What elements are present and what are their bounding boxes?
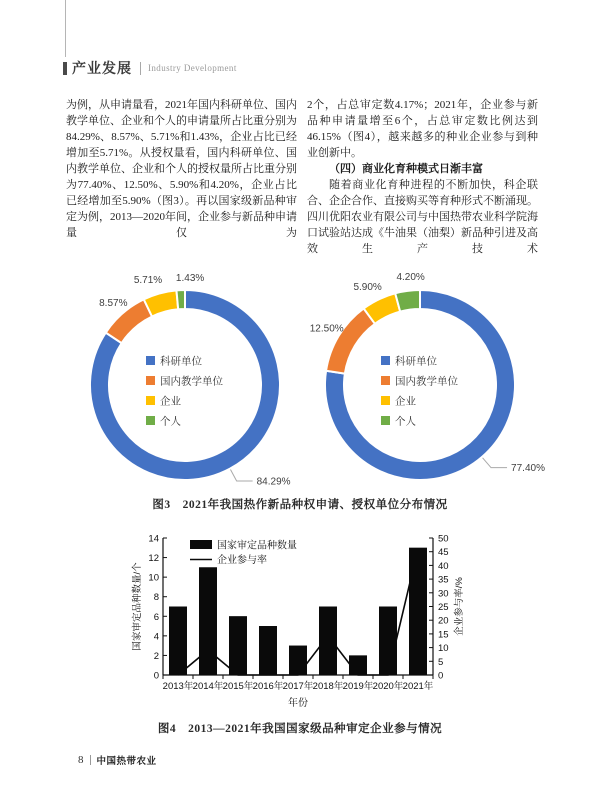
footer-divider — [90, 755, 91, 765]
legend-swatch-个人 — [381, 416, 390, 425]
journal-name: 中国热带农业 — [96, 756, 157, 767]
donut-label-8.57%: 8.57% — [99, 297, 128, 309]
right-tick-40: 40 — [438, 560, 449, 572]
left-tick-0: 0 — [153, 670, 159, 682]
header-marker-bar — [63, 62, 67, 75]
x-tick-2021年: 2021年 — [402, 681, 434, 692]
left-tick-2: 2 — [153, 650, 159, 662]
donut-slice-国内教学单位 — [326, 308, 375, 373]
x-tick-2018年: 2018年 — [312, 681, 344, 692]
x-tick-2016年: 2016年 — [252, 681, 284, 692]
top-margin-rule — [65, 0, 66, 57]
right-tick-10: 10 — [438, 643, 449, 655]
legend-label-国内教学单位: 国内教学单位 — [395, 375, 458, 388]
left-tick-8: 8 — [153, 592, 159, 604]
legend-label-个人: 个人 — [395, 415, 416, 428]
left-tick-12: 12 — [148, 553, 159, 565]
legend-label-个人: 个人 — [160, 415, 181, 428]
page-footer — [78, 753, 157, 767]
donut-label-5.90%: 5.90% — [353, 281, 382, 293]
figure4-bar-line-chart — [110, 528, 490, 716]
page-header — [63, 59, 237, 77]
right-tick-15: 15 — [438, 629, 449, 641]
legend-swatch-bar — [190, 540, 212, 549]
legend-label-bar: 国家审定品种数量 — [217, 540, 297, 552]
legend-swatch-企业 — [146, 396, 155, 405]
x-axis-title: 年份 — [288, 698, 308, 709]
donut-label-84.29%: 84.29% — [256, 476, 291, 488]
figure4-caption: 图4 2013—2021年我国国家级品种审定企业参与情况 — [157, 723, 443, 735]
legend-label-line: 企业参与率 — [217, 555, 267, 566]
donut-leader-line — [230, 470, 252, 481]
x-tick-2020年: 2020年 — [372, 681, 404, 692]
right-tick-25: 25 — [438, 602, 449, 613]
right-tick-35: 35 — [438, 574, 449, 586]
paragraph-new: 随着商业化育种进程的不断加快，科企联合、企企合作、直接购买等育种形式不断涌现。四川优阳农业有限公司与中国热带农业科学院海口试验站达成《牛油果（油梨）新品种引进及高效生产技术 — [307, 179, 538, 255]
section-heading-4: （四）商业化育种模式日渐丰富 — [329, 163, 483, 175]
legend-label-国内教学单位: 国内教学单位 — [160, 375, 223, 388]
right-tick-45: 45 — [438, 547, 449, 559]
section-title-en: Industry Development — [148, 63, 237, 73]
paragraph-continued-left: 为例，从申请量看，2021年国内科研单位、国内教学单位、企业和个人的申请量所占比重分别为84.29%、8.57%、5.71%和1.43%，企业占比已经增加至5.71%。从授权量看，国内科研单位、国内教学单位、企业和个人的授权量所占比重分别为77.40%、12.50%、5.90%和4.20%，企业占比已经增加至5.90%（图3）。再以国家级新品种审定为例，2013—2020年间，企业参与新品种申请量仅为 — [66, 99, 297, 239]
donut-label-77.40%: 77.40% — [511, 463, 545, 475]
x-tick-2014年: 2014年 — [192, 681, 224, 692]
legend-swatch-科研单位 — [146, 356, 155, 365]
legend-label-企业: 企业 — [160, 395, 181, 408]
section-title-cn: 产业发展 — [72, 60, 132, 76]
legend-label-科研单位: 科研单位 — [395, 355, 437, 368]
right-tick-50: 50 — [438, 533, 449, 545]
donut-slice-个人 — [176, 290, 185, 309]
x-tick-2019年: 2019年 — [342, 681, 374, 692]
legend-swatch-个人 — [146, 416, 155, 425]
right-tick-30: 30 — [438, 588, 449, 600]
right-tick-5: 5 — [438, 656, 444, 668]
right-tick-0: 0 — [438, 670, 444, 682]
header-divider — [140, 62, 141, 75]
left-tick-10: 10 — [148, 572, 159, 584]
body-right-column — [307, 97, 538, 257]
left-tick-4: 4 — [153, 631, 159, 643]
x-tick-2013年: 2013年 — [162, 681, 194, 692]
left-axis-title: 国家审定品种数量/个 — [132, 562, 143, 651]
x-tick-2017年: 2017年 — [282, 681, 314, 692]
legend-label-科研单位: 科研单位 — [160, 355, 202, 368]
donut-label-1.43%: 1.43% — [175, 273, 205, 285]
right-axis-title: 企业参与率/% — [454, 577, 465, 636]
donut-label-12.50%: 12.50% — [309, 323, 344, 335]
donut-leader-line — [483, 458, 507, 468]
legend-swatch-科研单位 — [381, 356, 390, 365]
left-tick-6: 6 — [153, 611, 159, 623]
figure3-caption: 图3 2021年我国热作新品种权申请、授权单位分布情况 — [152, 499, 448, 511]
legend-swatch-国内教学单位 — [146, 376, 155, 385]
figure3-donut-charts — [60, 258, 545, 494]
body-left-column — [66, 97, 297, 241]
left-tick-14: 14 — [148, 533, 159, 545]
donut-slice-个人 — [395, 290, 420, 312]
legend-swatch-企业 — [381, 396, 390, 405]
donut-label-4.20%: 4.20% — [396, 271, 425, 283]
page-number: 8 — [78, 754, 84, 766]
legend-swatch-国内教学单位 — [381, 376, 390, 385]
legend-label-企业: 企业 — [395, 395, 416, 408]
x-tick-2015年: 2015年 — [222, 681, 254, 692]
donut-label-5.71%: 5.71% — [133, 274, 163, 286]
right-tick-20: 20 — [438, 615, 449, 627]
paragraph-continued-right: 2个，占总审定数4.17%；2021年，企业参与新品种申请量增至6个，占总审定数比例达到46.15%（图4），越来越多的种业企业参与到种业创新中。 — [307, 99, 538, 159]
